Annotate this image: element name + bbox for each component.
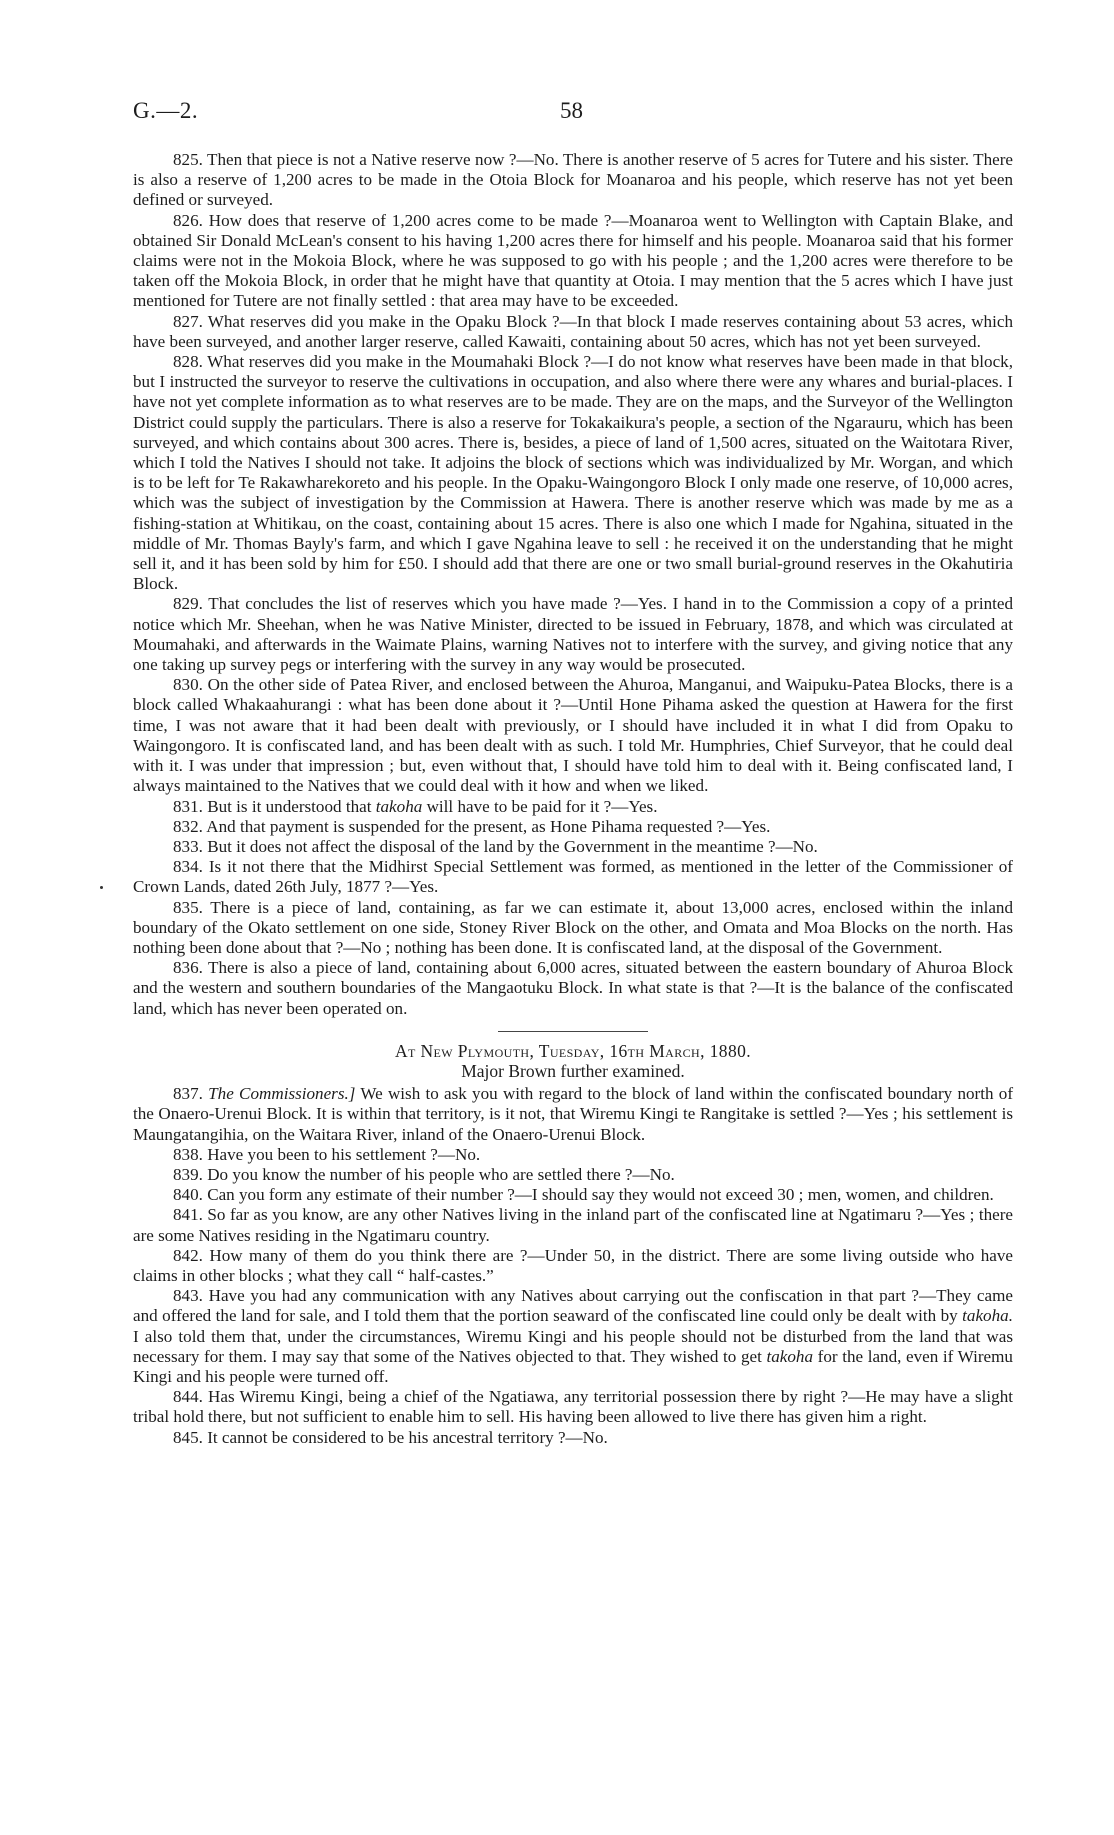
paragraph-827: 827. What reserves did you make in the Opaku Block ?—In that block I made reserves containing about 53 acres, which have been surveyed, and another larger reserve, called Kawaiti, containing about 50 acres, which has not yet been surveyed. (133, 311, 1013, 351)
italic-term: takoha (375, 796, 423, 816)
paragraph-826: 826. How does that reserve of 1,200 acres come to be made ?—Moanaroa went to Wellington with Captain Blake, and obtained Sir Donald McLean's consent to his having 1,200 acres there for himself and his people. Moanaroa said that his former claims were not in the Mokoia Block, where he was supposed to go with his people ; and the 1,200 acres were therefore to be taken off the Mokoia Block, in order that he might have that quantity at Otoia. I may mention that the 5 acres which I have just mentioned for Tutere are not finally settled : that area may have to be exceeded. (133, 210, 1013, 311)
paragraph-836: 836. There is also a piece of land, containing about 6,000 acres, situated between the eastern boundary of Ahuroa Block and the western and southern boundaries of the Mangaotuku Block. In what state is that ?—It is the balance of the confiscated land, which has never been operated on. (133, 958, 1013, 1018)
italic-term: takoha. (962, 1306, 1013, 1326)
speaker-label: The Commissioners.] (208, 1084, 356, 1104)
paragraph-839: 839. Do you know the number of his people who are settled there ?—No. (173, 1164, 675, 1184)
paragraph-text: 843. Have you had any communication with any Natives about carrying out the confiscation in that part ?—They came and offered the land for sale, and I told them that the portion seaward of the confiscated line could only be dealt with by (133, 1286, 1013, 1326)
paragraph-845: 845. It cannot be considered to be his ancestral territory ?—No. (173, 1427, 608, 1447)
paragraph-838: 838. Have you been to his settlement ?—No. (173, 1144, 481, 1164)
paragraph-840: 840. Can you form any estimate of their number ?—I should say they would not exceed 30 ; men, women, and children. (173, 1185, 994, 1205)
paragraph-829: 829. That concludes the list of reserves which you have made ?—Yes. I hand in to the Commission a copy of a printed notice which Mr. Sheehan, when he was Native Minister, directed to be issued in February, 1878, and which was circulated at Moumahaki, and afterwards in the Waimate Plains, warning Natives not to interfere with the survey, and giving notice that any one taking up survey pegs or interfering with the survey in any way would be prosecuted. (133, 594, 1013, 675)
document-reference: G.—2. (133, 98, 199, 123)
paragraph-text: 831. But is it understood that (173, 796, 372, 816)
paragraph-825: 825. Then that piece is not a Native reserve now ?—No. There is another reserve of 5 acres for Tutere and his sister. There is also a reserve of 1,200 acres to be made in the Otoia Block for Moanaroa and his people, which reserve has not yet been defined or surveyed. (133, 150, 1013, 210)
italic-term: takoha (766, 1346, 814, 1366)
section-heading: At New Plymouth, Tuesday, 16th March, 1880. (394, 1040, 752, 1061)
section-divider (498, 1031, 648, 1032)
paragraph-832: 832. And that payment is suspended for the present, as Hone Pihama requested ?—Yes. (173, 816, 771, 836)
paragraph-text: will have to be paid for it ?—Yes. (426, 796, 658, 816)
paragraph-842: 842. How many of them do you think there are ?—Under 50, in the district. There are some living outside who have claims in other blocks ; what they call “ half-castes.” (133, 1245, 1013, 1285)
paragraph-844: 844. Has Wiremu Kingi, being a chief of the Ngatiawa, any territorial possession there by right ?—He may have a slight tribal hold there, but not sufficient to enable him to sell. His having been allowed to live there has given him a right. (133, 1387, 1013, 1427)
paragraph-831 (133, 797, 1013, 817)
paragraph-834: 834. Is it not there that the Midhirst Special Settlement was formed, as mentioned in the letter of the Commissioner of Crown Lands, dated 26th July, 1877 ?—Yes. (133, 857, 1013, 897)
paragraph-text: I also told them that, under the circumstances, Wiremu Kingi and his people should not be disturbed from the land that was necessary for them. I may say that some of the Natives objected to that. They wished to get (133, 1326, 1013, 1366)
paragraph-830: 830. On the other side of Patea River, and enclosed between the Ahuroa, Manganui, and Waipuku-Patea Blocks, there is a block called Whakaahurangi : what has been done about it ?—Until Hone Pihama asked the question at Hawera for the first time, I was not aware that it had been dealt with previously, or I should have included it in what I did from Opaku to Waingongoro. It is confiscated land, and has been dealt with as such. I told Mr. Humphries, Chief Surveyor, that he could deal with it. I was under that impression ; but, even without that, I should have told him to deal with it. Being confiscated land, I always maintained to the Natives that we could deal with it how and when we liked. (133, 675, 1013, 796)
document-body (133, 150, 1013, 1448)
page-number: 58 (560, 98, 583, 123)
paragraph-833: 833. But it does not affect the disposal of the land by the Government in the meantime ?—No. (173, 836, 818, 856)
paragraph-text: for the land, even if Wiremu Kingi and his people were turned off. (133, 1346, 1013, 1386)
paragraph-835: 835. There is a piece of land, containing, as far we can estimate it, about 13,000 acres, enclosed within the inland boundary of the Okato settlement on one side, Stoney River Block on the other, and Omata and Moa Blocks on the north. Has nothing been done about that ?—No ; nothing has been done. It is confiscated land, at the disposal of the Government. (133, 897, 1013, 957)
paragraph-841: 841. So far as you know, are any other Natives living in the inland part of the confiscated line at Ngatimaru ?—Yes ; there are some Natives residing in the Ngatimaru country. (133, 1205, 1013, 1245)
paragraph-843 (133, 1286, 1013, 1387)
paragraph-text: We wish to ask you with regard to the block of land within the confiscated boundary north of the Onaero-Urenui Block. It is within that territory, is it not, that Wiremu Kingi te Rangitake is settled ?—Yes ; his settlement is Maungatangihia, on the Waitara River, inland of the Onaero-Urenui Block. (133, 1084, 1014, 1144)
witness-heading: Major Brown further examined. (461, 1060, 685, 1081)
margin-mark (100, 886, 103, 889)
paragraph-828: 828. What reserves did you make in the Moumahaki Block ?—I do not know what reserves have been made in that block, but I instructed the surveyor to reserve the cultivations in occupation, and also where there were any whares and burial-places. I have not yet complete information as to what reserves are to be made. They are on the maps, and the Surveyor of the Wellington District could supply the particulars. There is also a reserve for Tokakaikura's people, a section of the Ngarauru, which has been surveyed, and which contains about 300 acres. There is, besides, a piece of land of 1,500 acres, situated on the Waitotara River, which I told the Natives I should not take. It adjoins the block of sections which was individualized by Mr. Worgan, and which is to be left for Te Rakawharekoreto and his people. In the Opaku-Waingongoro Block I only made one reserve, of 10,000 acres, which was the subject of investigation by the Commission at Hawera. There is another reserve which was made by me as a fishing-station at Whitikau, on the coast, containing about 15 acres. There is also one which I made for Ngahina, situated in the middle of Mr. Thomas Bayly's farm, and which I gave Ngahina leave to sell : he received it on the understanding that he might sell it, and it has been sold by him for £50. I should add that there are one or two small burial-ground reserves in the Okahutiria Block. (133, 352, 1013, 594)
paragraph-number: 837. (173, 1084, 203, 1104)
paragraph-837 (133, 1084, 1013, 1145)
